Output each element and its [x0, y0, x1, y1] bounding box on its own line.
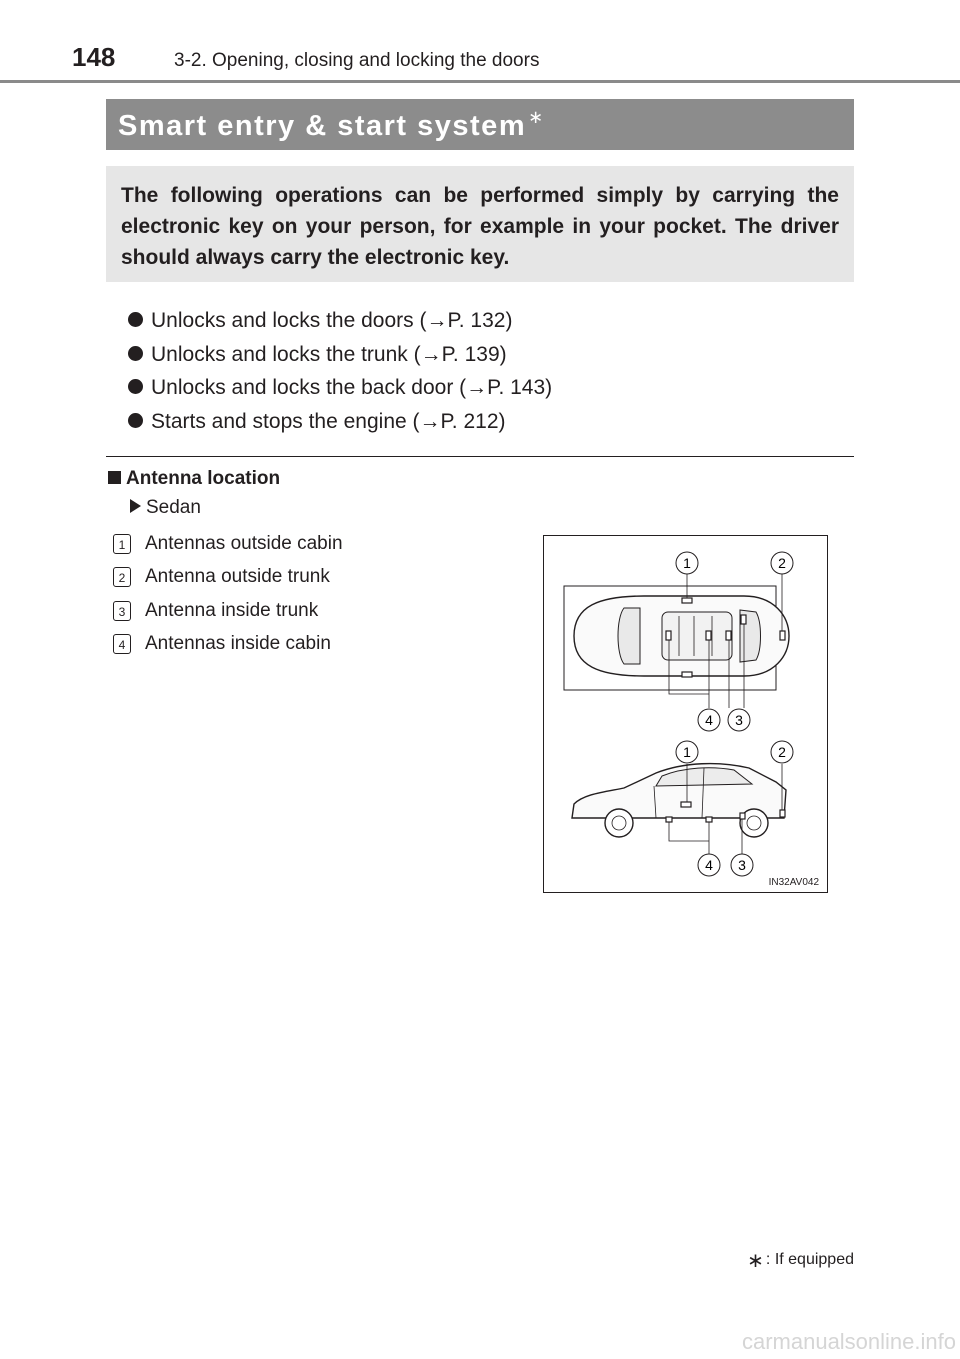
callout-number: 3 — [735, 712, 743, 728]
list-item — [128, 304, 552, 338]
callout-marker — [676, 552, 698, 574]
legend-label: Antenna outside trunk — [145, 566, 330, 588]
section-title-text: Smart entry & start system — [118, 110, 527, 142]
callout-marker — [676, 741, 698, 763]
square-bullet-icon — [108, 471, 121, 484]
bullet-dot-icon — [128, 413, 143, 428]
antenna-marker — [706, 817, 712, 822]
bullet-dot-icon — [128, 346, 143, 361]
header-divider — [0, 80, 960, 83]
watermark: carmanualsonline.info — [741, 1329, 956, 1354]
front-wheel — [605, 809, 633, 837]
footnote-text: : If equipped — [765, 1251, 854, 1268]
feature-list — [128, 304, 552, 438]
legend-item — [113, 628, 513, 662]
asterisk-icon: ∗ — [747, 1250, 764, 1272]
callout-number: 2 — [778, 555, 786, 571]
section-title-bar — [106, 99, 854, 150]
antenna-marker — [706, 631, 711, 640]
antenna-marker — [741, 615, 746, 624]
legend-item — [113, 561, 513, 595]
intro-text: The following operations can be performed simply by carrying the electronic key on your person, for example in your pocket. The driver should always carry the electronic key. — [121, 184, 839, 269]
antenna-legend — [113, 527, 513, 661]
callout-marker — [728, 709, 750, 731]
triangle-pointer-icon — [130, 499, 141, 513]
bullet-dot-icon — [128, 312, 143, 327]
legend-number: 4 — [113, 634, 131, 654]
legend-item — [113, 527, 513, 561]
callout-number: 4 — [705, 712, 713, 728]
legend-number: 2 — [113, 567, 131, 587]
list-item — [128, 405, 552, 439]
antenna-marker — [681, 802, 691, 807]
subsection-heading — [108, 468, 280, 490]
antenna-marker — [682, 598, 692, 603]
antenna-marker — [780, 810, 785, 817]
car-antenna-illustration — [544, 536, 829, 894]
section-title — [118, 107, 545, 143]
legend-item — [113, 594, 513, 628]
list-item — [128, 371, 552, 405]
antenna-marker — [666, 631, 671, 640]
page-number: 148 — [72, 42, 116, 72]
legend-label: Antennas outside cabin — [145, 532, 343, 554]
antenna-marker — [666, 817, 672, 822]
callout-marker — [698, 854, 720, 876]
legend-number: 3 — [113, 601, 131, 621]
callout-marker — [771, 552, 793, 574]
subsection-heading-text: Antenna location — [126, 468, 281, 489]
bullet-dot-icon — [128, 379, 143, 394]
legend-label: Antennas inside cabin — [145, 633, 331, 655]
callout-number: 4 — [705, 857, 713, 873]
chapter-title: 3-2. Opening, closing and locking the doors — [174, 50, 540, 71]
roof-shape — [662, 612, 732, 660]
antenna-marker — [682, 672, 692, 677]
legend-number: 1 — [113, 534, 131, 554]
intro-box — [106, 166, 854, 282]
model-variant — [130, 497, 201, 519]
legend-label: Antenna inside trunk — [145, 599, 319, 621]
callout-number: 1 — [683, 555, 691, 571]
list-item-text: Unlocks and locks the trunk (→P. 139) — [151, 342, 507, 366]
section-divider — [106, 456, 854, 457]
callout-number: 1 — [683, 744, 691, 760]
list-item-text: Unlocks and locks the doors (→P. 132) — [151, 309, 513, 332]
callout-number: 2 — [778, 744, 786, 760]
equipment-mark: ∗ — [528, 107, 545, 127]
callout-marker — [771, 741, 793, 763]
list-item-text: Starts and stops the engine (→P. 212) — [151, 409, 506, 433]
model-variant-text: Sedan — [146, 497, 201, 518]
list-item-text: Unlocks and locks the back door (→P. 143) — [151, 376, 553, 399]
windshield-shape — [618, 608, 640, 664]
callout-marker — [698, 709, 720, 731]
callout-marker — [731, 854, 753, 876]
list-item — [128, 338, 552, 372]
antenna-location-figure — [543, 535, 828, 893]
antenna-marker — [726, 631, 731, 640]
footnote — [747, 1245, 854, 1270]
callout-number: 3 — [738, 857, 746, 873]
antenna-marker — [780, 631, 785, 640]
antenna-marker — [740, 813, 745, 819]
figure-id: IN32AV042 — [768, 877, 819, 888]
